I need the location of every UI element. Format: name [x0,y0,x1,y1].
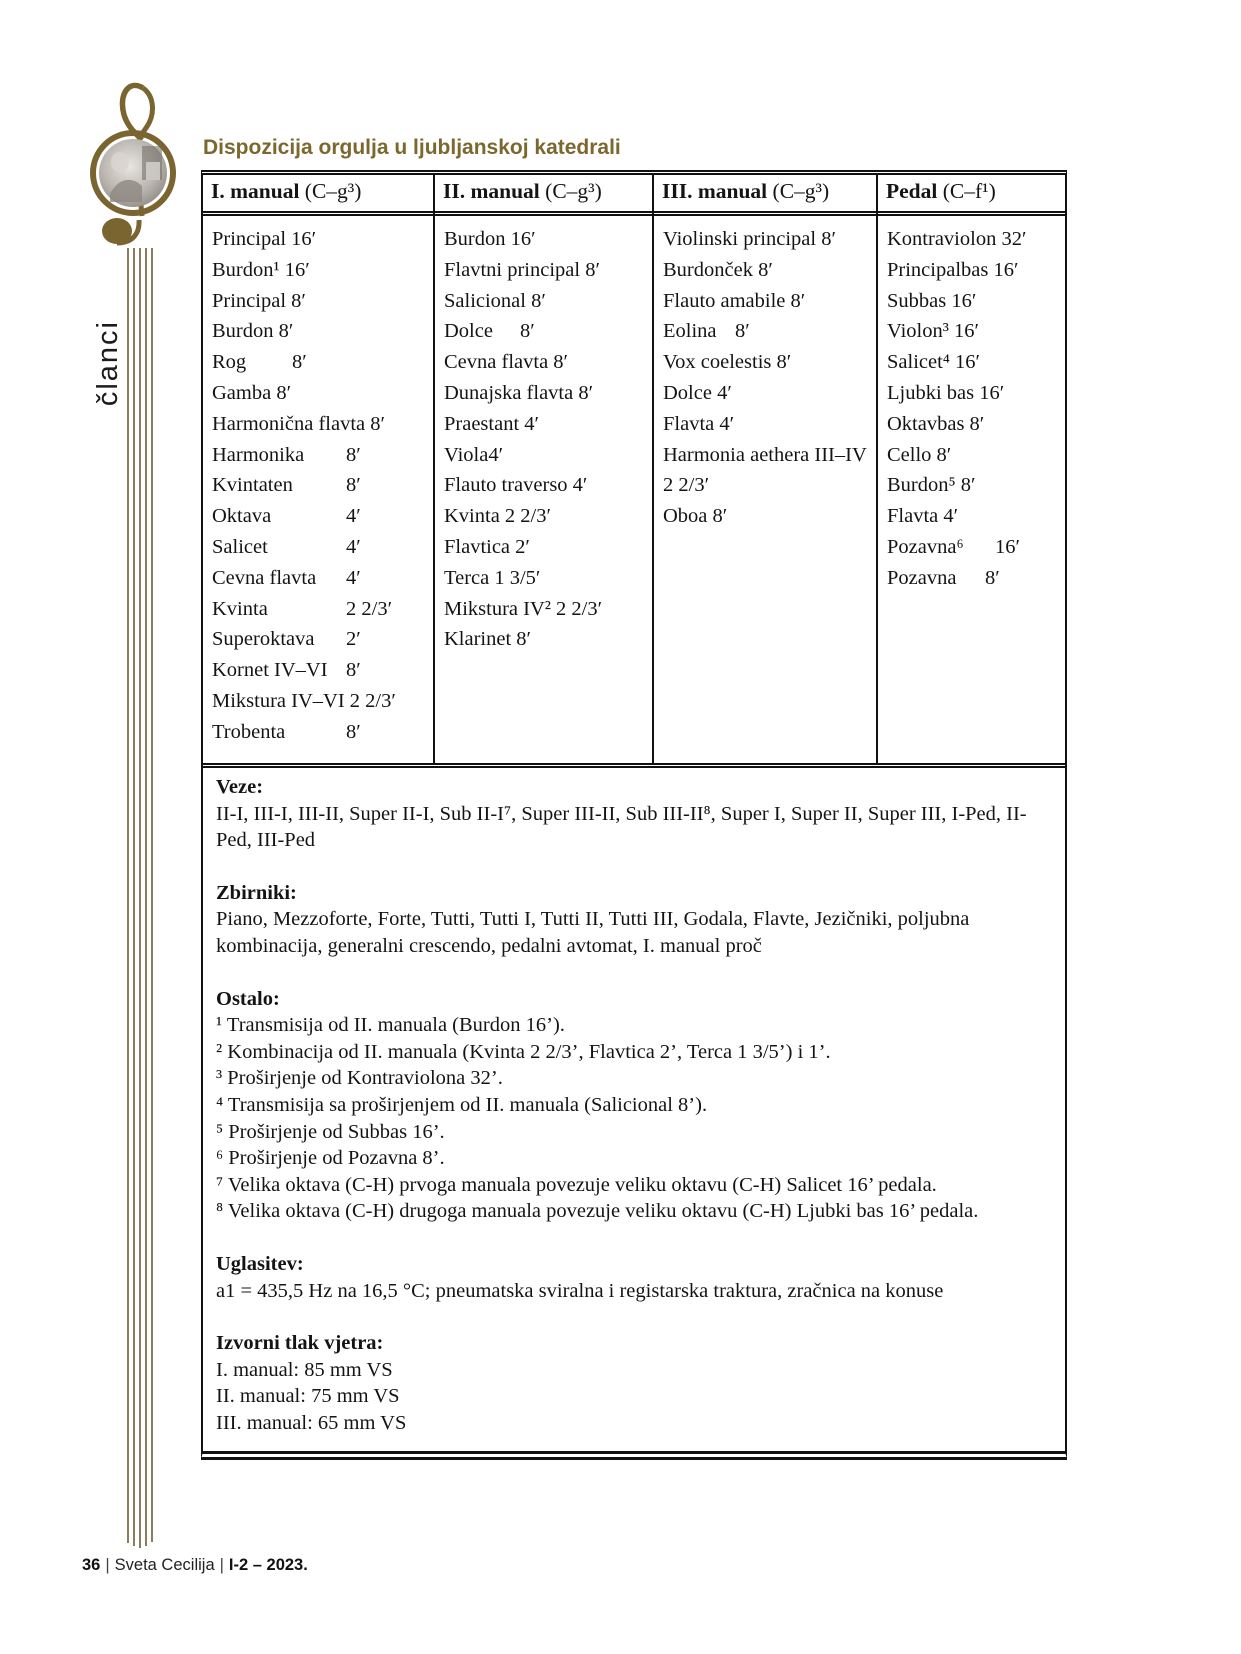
stop-row: Flavtni principal 8′ [444,258,600,281]
section-heading: Veze: [216,776,264,798]
section-line: ⁸ Velika oktava (C-H) drugoga manuala povezuje veliku oktavu (C-H) Ljubki bas 16’ pedala. [216,1200,979,1223]
stave-line [139,248,141,1548]
section-line: III. manual: 65 mm VS [216,1411,407,1434]
stop-row: Praestant 4′ [444,412,540,435]
section-line: II-I, III-I, III-II, Super II-I, Sub II-I⁷, Super III-II, Sub III-II⁸, Super I, Super II, Super III, I-Ped, II-Ped, III-Ped [216,802,1027,852]
page-footer [82,1556,308,1575]
table-column [203,175,433,763]
stop-row: Burdon 8′ [212,320,294,343]
stop-row: Rog 8′ [212,351,307,374]
table-column [433,175,652,763]
section-line: ³ Proširjenje od Kontraviolona 32’. [216,1067,503,1090]
section-heading: Zbirniki: [216,881,297,904]
stop-row: Flavta 4′ [887,505,959,528]
stop-row: Kvintaten 8′ [212,474,361,497]
stop-row: Gamba 8′ [212,381,292,404]
stop-row: Terca 1 3/5′ [444,566,541,589]
stop-row: Principalbas 16′ [887,258,1019,281]
section-line: ⁶ Proširjenje od Pozavna 8’. [216,1147,445,1170]
issue-label: I-2 – 2023. [228,1556,308,1574]
stop-row: Salicet 4′ [212,535,361,558]
stop-row: Violon³ 16′ [887,320,979,343]
footer-separator: | [219,1556,224,1574]
stop-row: Pozavna⁶ 16′ [887,535,1020,558]
stop-row: Dolce 8′ [444,320,535,343]
footer-separator: | [105,1556,110,1574]
section-line: ⁷ Velika oktava (C-H) prvoga manuala povezuje veliku oktavu (C-H) Salicet 16’ pedala. [216,1173,937,1196]
stop-row: Kvinta 2 2/3′ [212,597,393,620]
stop-row: Flavtica 2′ [444,535,530,558]
stave-line [151,248,153,1542]
stop-row: Kvinta 2 2/3′ [444,505,551,528]
stop-row: Principal 8′ [212,289,306,312]
section-heading: Uglasitev: [216,1252,304,1275]
stop-row: Violinski principal 8′ [663,228,836,250]
section-heading: Izvorni tlak vjetra: [216,1332,384,1355]
column-stops [878,216,1065,763]
stop-row: Burdon 16′ [444,228,536,250]
section-line: ⁵ Proširjenje od Subbas 16’. [216,1120,445,1143]
stop-row: Trobenta 8′ [212,720,361,743]
stop-row: Dolce 4′ [663,381,732,404]
stop-row: Oktavbas 8′ [887,412,985,435]
column-stops [435,216,652,763]
column-header: III. manual (C–g³) [654,175,876,216]
stop-row: Harmonika 8′ [212,443,361,466]
stop-row: Burdon¹ 16′ [212,258,310,281]
stop-row: Klarinet 8′ [444,628,532,651]
stop-row: Superoktava 2′ [212,628,361,651]
treble-clef-icon [80,66,200,276]
section-line: ² Kombinacija od II. manuala (Kvinta 2 2/3’, Flavtica 2’, Terca 1 3/5’) i 1’. [216,1040,831,1063]
stave-line [127,248,129,1543]
stop-row: Viola4′ [444,443,504,466]
stop-row: Kornet IV–VI 8′ [212,659,361,682]
page-title: Dispozicija orgulja u ljubljanskoj katedrali [203,136,621,159]
column-header: I. manual (C–g³) [203,175,433,216]
stave-line [145,248,147,1546]
table-column [652,175,876,763]
disposition-frame [201,170,1067,1460]
section-line: Piano, Mezzoforte, Forte, Tutti, Tutti I, Tutti II, Tutti III, Godala, Flavte, Jezičniki, poljubna kombinacija, generalni crescendo, pedalni avtomat, I. manual proč [216,908,970,957]
stop-row: Cevna flavta 8′ [444,351,569,374]
notes-area [203,768,1065,1451]
stop-row: Principal 16′ [212,228,317,250]
section-line: ¹ Transmisija od II. manuala (Burdon 16’). [216,1014,565,1037]
section-heading: Ostalo: [216,987,280,1010]
column-header: II. manual (C–g³) [435,175,652,216]
stave-line [133,248,135,1546]
stop-row: Dunajska flavta 8′ [444,381,594,404]
stop-row: Oboa 8′ [663,505,728,528]
section-line: ⁴ Transmisija sa proširjenjem od II. manuala (Salicional 8’). [216,1093,708,1116]
stop-row: Harmonična flavta 8′ [212,412,385,435]
stop-row: Cello 8′ [887,443,952,466]
stop-row: Flauto amabile 8′ [663,289,806,312]
section-label-clanci: članci [92,320,124,407]
column-stops [654,216,876,763]
section-line: II. manual: 75 mm VS [216,1385,400,1408]
disposition-table [203,175,1065,768]
stop-row: Burdon⁵ 8′ [887,474,976,497]
stop-row: Ljubki bas 16′ [887,381,1005,404]
stop-row: Salicional 8′ [444,289,546,312]
stop-row: Subbas 16′ [887,289,977,312]
stop-row: Flauto traverso 4′ [444,474,588,497]
stop-row: Flavta 4′ [663,412,735,435]
stop-row: Cevna flavta 4′ [212,566,361,589]
section-line: I. manual: 85 mm VS [216,1358,393,1381]
stop-row: Salicet⁴ 16′ [887,351,981,374]
journal-name: Sveta Cecilija [114,1556,215,1574]
column-header: Pedal (C–f¹) [878,175,1065,216]
page-number: 36 [82,1556,101,1574]
stop-row: Vox coelestis 8′ [663,351,792,374]
stop-row: Burdonček 8′ [663,258,773,281]
column-stops [203,216,433,763]
stop-row: Harmonia aethera III–IV 2 2/3′ [663,443,867,497]
stop-row: Kontraviolon 32′ [887,228,1027,250]
treble-clef-ornament [80,66,200,276]
stop-row: Mikstura IV² 2 2/3′ [444,597,603,620]
stop-row: Mikstura IV–VI 2 2/3′ [212,689,396,712]
table-column [876,175,1065,763]
stop-row: Oktava 4′ [212,505,361,528]
stop-row: Eolina 8′ [663,320,750,343]
stop-row: Pozavna 8′ [887,566,1000,589]
section-line: a1 = 435,5 Hz na 16,5 °C; pneumatska sviralna i registarska traktura, zračnica na konuse [216,1279,944,1302]
